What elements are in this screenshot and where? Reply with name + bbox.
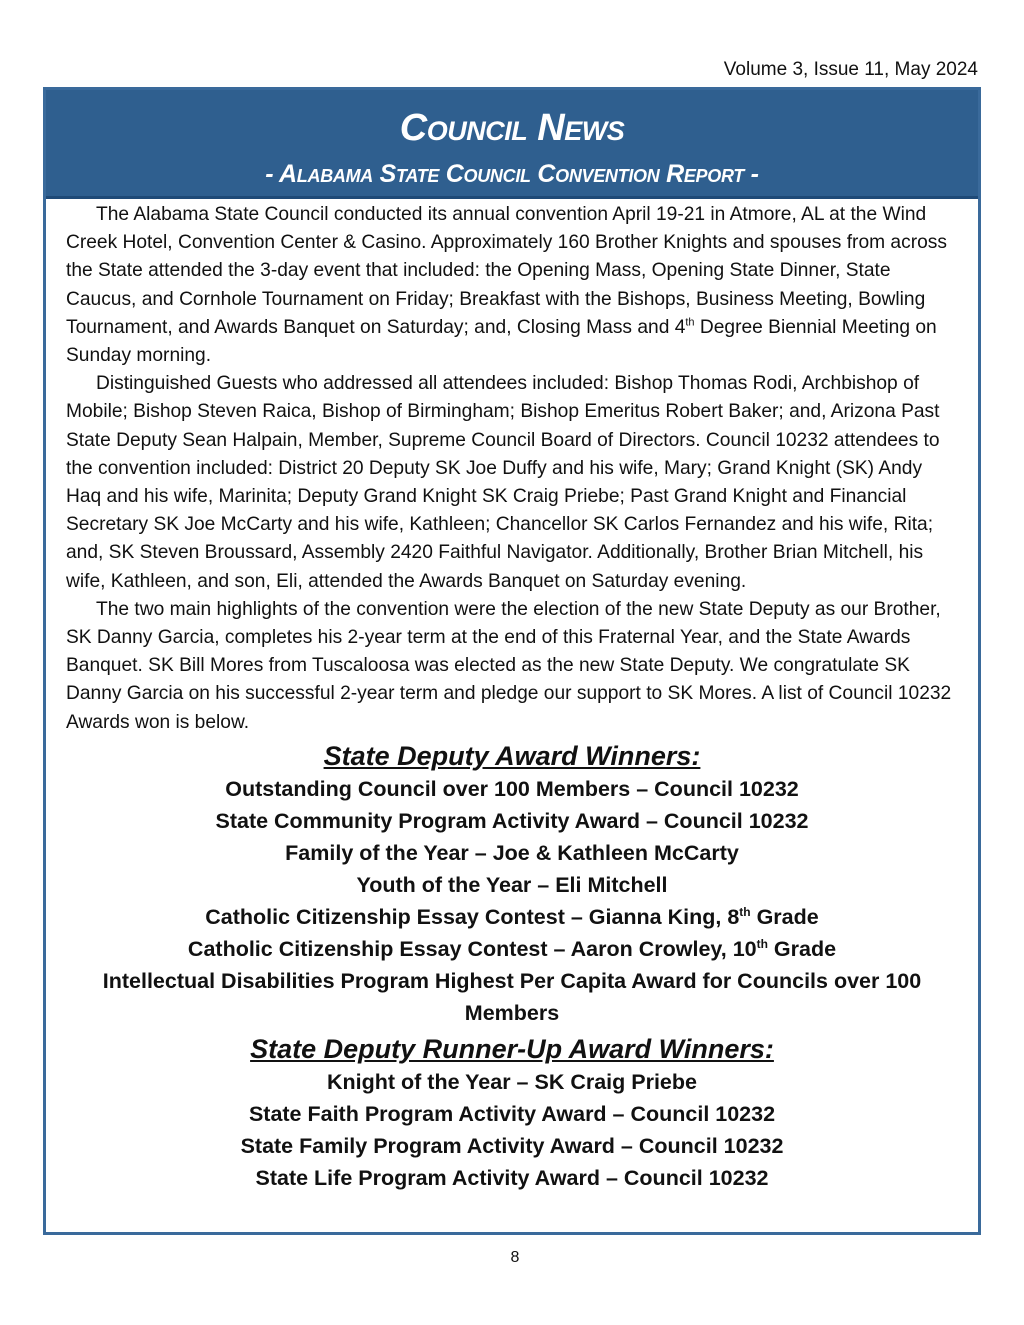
issue-info: Volume 3, Issue 11, May 2024 bbox=[723, 59, 978, 80]
award-item: State Family Program Activity Award – Council 10232 bbox=[240, 1133, 784, 1158]
section-subtitle: - Alabama State Council Convention Report - bbox=[265, 160, 759, 188]
award-item: Knight of the Year – SK Craig Priebe bbox=[327, 1069, 697, 1094]
award-item: State Community Program Activity Award – Council 10232 bbox=[215, 808, 809, 833]
article-frame bbox=[43, 87, 981, 1235]
award-item: Youth of the Year – Eli Mitchell bbox=[356, 872, 668, 897]
award-item: Family of the Year – Joe & Kathleen McCarty bbox=[285, 840, 739, 865]
paragraph-1 bbox=[66, 201, 954, 370]
paragraph-2: Distinguished Guests who addressed all attendees included: Bishop Thomas Rodi, Archbishop of Mobile; Bishop Steven Raica, Bishop of Birmingham; Bishop Emeritus Robert Baker; and, Arizona Past State Deputy Sean Halpain, Member, Supreme Council Board of Directors. Council 10232 attendees to the convention included: District 20 Deputy SK Joe Duffy and his wife, Mary; Grand Knight (SK) Andy Haq and his wife, Marinita; Deputy Grand Knight SK Craig Priebe; Past Grand Knight and Financial Secretary SK Joe McCarty and his wife, Kathleen; Chancellor SK Carlos Fernandez and his wife, Rita; and, SK Steven Broussard, Assembly 2420 Faithful Navigator. Additionally, Brother Brian Mitchell, his wife, Kathleen, and son, Eli, attended the Awards Banquet on Saturday evening. bbox=[66, 373, 940, 592]
page-number: 8 bbox=[510, 1249, 520, 1266]
ordinal-suffix: th bbox=[756, 936, 768, 951]
essay-2-text: Catholic Citizenship Essay Contest – Aaron Crowley, 10 bbox=[187, 936, 757, 961]
paragraph-1-text-end: Degree Biennial Meeting on Sunday morning. bbox=[66, 316, 937, 367]
article-body bbox=[46, 199, 978, 737]
runner-up-heading: State Deputy Runner-Up Award Winners: bbox=[250, 1033, 774, 1064]
award-item: Outstanding Council over 100 Members – Council 10232 bbox=[225, 776, 799, 801]
paragraph-1-text: The Alabama State Council conducted its annual convention April 19-21 in Atmore, AL at the Wind Creek Hotel, Convention Center & Casino. Approximately 160 Brother Knights and spouses from across the State attended the 3-day event that included: the Opening Mass, Opening State Dinner, State Caucus, and Cornhole Tournament on Friday; Breakfast with the Bishops, Business Meeting, Bowling Tournament, and Awards Banquet on Saturday; and, Closing Mass and 4 bbox=[66, 204, 947, 338]
award-item-essay-1 bbox=[64, 901, 960, 933]
winners-heading: State Deputy Award Winners: bbox=[323, 740, 701, 771]
section-banner bbox=[46, 90, 978, 199]
essay-1-text: Catholic Citizenship Essay Contest – Gianna King, 8 bbox=[205, 904, 740, 929]
award-item: State Life Program Activity Award – Council 10232 bbox=[255, 1165, 769, 1190]
award-item-intellectual-disabilities: Intellectual Disabilities Program Highest Per Capita Award for Councils over 100 Members bbox=[102, 968, 922, 1025]
award-item: State Faith Program Activity Award – Council 10232 bbox=[248, 1101, 776, 1126]
essay-1-grade: Grade bbox=[750, 904, 819, 929]
ordinal-suffix: th bbox=[739, 904, 751, 919]
awards-list bbox=[46, 739, 978, 1194]
section-title: Council News bbox=[399, 107, 625, 149]
award-item-essay-2 bbox=[64, 933, 960, 965]
essay-2-grade: Grade bbox=[767, 936, 837, 961]
ordinal-suffix: th bbox=[685, 316, 695, 329]
paragraph-3: The two main highlights of the convention were the election of the new State Deputy as our Brother, SK Danny Garcia, completes his 2-year term at the end of this Fraternal Year, and the State Awards Banquet. SK Bill Mores from Tuscaloosa was elected as the new State Deputy. We congratulate SK Danny Garcia on his successful 2-year term and pledge our support to SK Mores. A list of Council 10232 Awards won is below. bbox=[66, 598, 952, 733]
